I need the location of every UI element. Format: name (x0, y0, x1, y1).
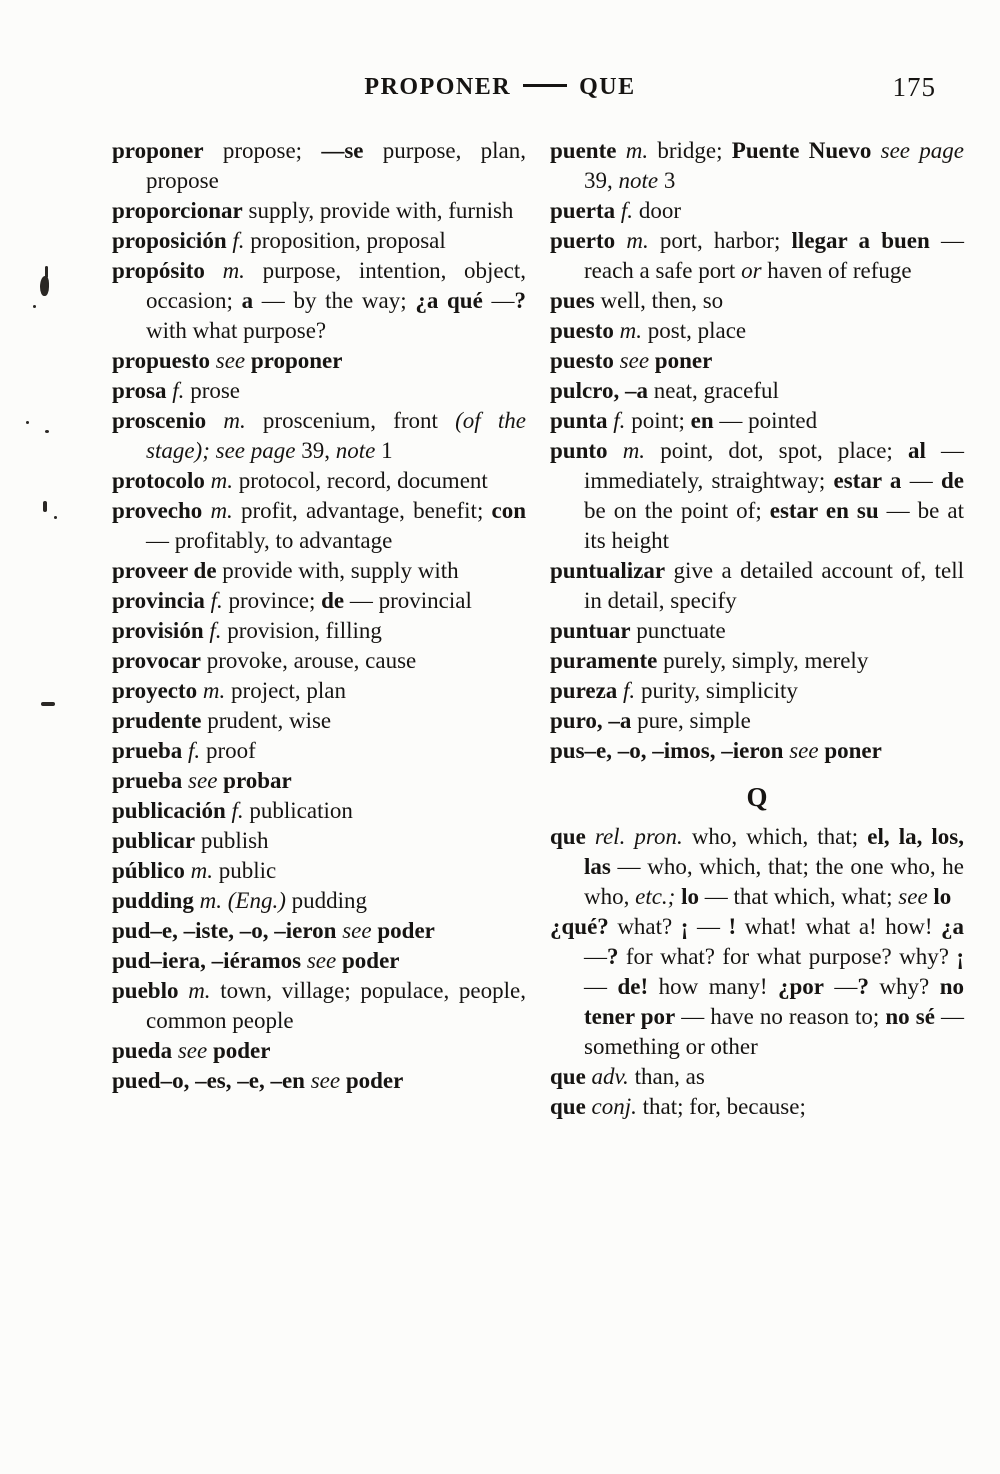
dictionary-entry (112, 556, 526, 586)
scan-artifact (54, 516, 57, 519)
entry-text-run: profit, advantage, benefit; (232, 498, 492, 523)
dictionary-entry (112, 886, 526, 916)
entry-text-run: — immediately, straightway; (584, 438, 965, 493)
entry-text-run: ! (728, 914, 737, 939)
entry-text-run: m. (204, 258, 245, 283)
entry-text-run: town, village; populace, people, common people (146, 978, 526, 1033)
entry-text-run: m. (193, 888, 222, 913)
entry-text-run: public (213, 858, 277, 883)
entry-text-run: provoke, arouse, cause (201, 648, 417, 673)
dictionary-entry (112, 676, 526, 706)
entry-text-run: proscenio (112, 408, 207, 433)
entry-text-run: provecho (112, 498, 203, 523)
entry-text-run: m. (202, 498, 233, 523)
entry-text-run: — have no reason to; (675, 1004, 886, 1029)
scan-artifact (40, 276, 49, 296)
entry-text-run: f. (226, 228, 245, 253)
entry-text-run: poner (818, 738, 882, 763)
scan-artifact (45, 430, 49, 433)
entry-text-run: f. (203, 618, 222, 643)
entry-text-run: puerto (550, 228, 616, 253)
entry-text-run: prudente (112, 708, 202, 733)
entry-text-run: that; for, because; (636, 1094, 806, 1119)
entry-text-run: prose (184, 378, 241, 403)
entry-text-run: purpose, intention, object, occasion; (146, 258, 526, 313)
entry-text-run: puesto (550, 348, 614, 373)
entry-text-run: llegar a buen (791, 228, 930, 253)
entry-text-run: proscenium, front (245, 408, 456, 433)
dictionary-entry (550, 286, 964, 316)
entry-text-run: propose; (203, 138, 322, 163)
entry-text-run: pued–o, –es, –e, –en (112, 1068, 305, 1093)
entry-text-run: de (941, 468, 965, 493)
entry-text-run: see (336, 918, 372, 943)
entry-text-run: ¡ (956, 944, 964, 969)
entry-text-run: puramente (550, 648, 658, 673)
entry-text-run: see (613, 348, 650, 373)
entry-text-run: que (550, 1064, 586, 1089)
dictionary-entry (112, 976, 526, 1036)
entry-text-run: probar (217, 768, 292, 793)
entry-text-run: estar a (833, 468, 902, 493)
entry-text-run: de! (617, 974, 649, 999)
scan-artifact (33, 305, 36, 308)
entry-text-run: how many! (648, 974, 778, 999)
entry-text-run: poder (371, 918, 435, 943)
entry-text-run: see (301, 948, 337, 973)
dictionary-columns (0, 136, 1000, 1122)
entry-text-run: al (907, 438, 926, 463)
dictionary-entry (112, 256, 526, 346)
entry-text-run: punto (550, 438, 608, 463)
dictionary-entry (112, 496, 526, 556)
header-dash (523, 84, 567, 87)
entry-text-run: provision, filling (221, 618, 382, 643)
entry-text-run: prueba (112, 738, 183, 763)
dictionary-entry (112, 796, 526, 826)
entry-text-run: pueblo (112, 978, 179, 1003)
entry-text-run: f. (204, 588, 223, 613)
dictionary-entry (112, 136, 526, 196)
entry-text-run: ? (857, 974, 869, 999)
entry-text-run: puesto (550, 318, 614, 343)
entry-text-run: publication (243, 798, 353, 823)
right-column (550, 136, 964, 1122)
page-number: 175 (892, 72, 936, 102)
entry-text-run: — (688, 914, 729, 939)
entry-text-run: — (823, 974, 858, 999)
entry-text-run: supply, provide with, furnish (242, 198, 514, 223)
entry-text-run: ¿a qué (415, 288, 483, 313)
entry-text-run: proyecto (112, 678, 198, 703)
entry-text-run: etc.; (635, 884, 676, 909)
entry-text-run: puntualizar (550, 558, 666, 583)
dictionary-entry (550, 136, 964, 196)
dictionary-entry (112, 736, 526, 766)
entry-text-run: — (482, 288, 515, 313)
entry-text-run: pueda (112, 1038, 173, 1063)
dictionary-entry (112, 856, 526, 886)
entry-text-run: note (335, 438, 376, 463)
entry-text-run: be on the point of; (584, 498, 770, 523)
entry-text-run: m. (607, 438, 646, 463)
dictionary-entry (550, 822, 964, 912)
entry-text-run: door (633, 198, 681, 223)
entry-text-run: punta (550, 408, 608, 433)
entry-text-run: ¡ (680, 914, 689, 939)
entry-text-run: purity, simplicity (635, 678, 798, 703)
entry-text-run: proponer (112, 138, 204, 163)
entry-text-run: proof (200, 738, 256, 763)
section-heading-q: Q (746, 782, 768, 812)
dictionary-entry (112, 616, 526, 646)
entry-text-run: provincia (112, 588, 205, 613)
entry-text-run: — pointed (713, 408, 818, 433)
entry-text-run: m. (178, 978, 211, 1003)
entry-text-run: what? (608, 914, 681, 939)
dictionary-entry (112, 766, 526, 796)
entry-text-run: bridge; (648, 138, 732, 163)
entry-text-run: m. (615, 228, 649, 253)
dictionary-entry (550, 616, 964, 646)
entry-text-run: 39, (295, 438, 336, 463)
entry-text-run: provisión (112, 618, 204, 643)
entry-text-run: f. (615, 198, 634, 223)
entry-text-run: no tener por (584, 974, 965, 1029)
entry-text-run: puente (550, 138, 617, 163)
dictionary-entry (112, 466, 526, 496)
entry-text-run: m. (204, 468, 233, 493)
running-head (364, 74, 635, 100)
entry-text-run: estar en su (769, 498, 879, 523)
entry-text-run: neat, graceful (647, 378, 779, 403)
scan-artifact (26, 421, 29, 424)
dictionary-entry (550, 736, 964, 766)
entry-text-run: — reach a safe port (584, 228, 965, 283)
entry-text-run: ¿a (941, 914, 965, 939)
scan-artifact (41, 702, 55, 706)
entry-text-run: what! what a! how! (736, 914, 942, 939)
dictionary-entry (550, 676, 964, 706)
entry-text-run: publicación (112, 798, 226, 823)
dictionary-entry (550, 196, 964, 226)
entry-text-run: provide with, supply with (216, 558, 459, 583)
entry-text-run: pureza (550, 678, 618, 703)
dictionary-entry (112, 586, 526, 616)
dictionary-entry (112, 646, 526, 676)
entry-text-run: puerta (550, 198, 616, 223)
entry-text-run: rel. pron. (585, 824, 683, 849)
entry-text-run: — by the way; (253, 288, 416, 313)
entry-text-run: — profitably, to advantage (146, 528, 393, 553)
entry-text-run: — provincial (344, 588, 472, 613)
entry-text-run: pulcro, –a (550, 378, 648, 403)
entry-text-run: — (584, 944, 607, 969)
entry-text-run: ? (607, 944, 619, 969)
scan-artifact (45, 266, 48, 278)
entry-text-run: purely, simply, merely (657, 648, 869, 673)
dictionary-entry (112, 226, 526, 256)
entry-text-run: see (172, 1038, 208, 1063)
entry-text-run: haven of refuge (761, 258, 912, 283)
entry-text-run: público (112, 858, 185, 883)
entry-text-run: pus–e, –o, –imos, –ieron (550, 738, 784, 763)
entry-text-run: que (550, 1094, 586, 1119)
entry-text-run: for what? for what purpose? why? (618, 944, 957, 969)
entry-text-run: give a detailed account of, tell in detail, specify (584, 558, 964, 613)
entry-text-run: see (182, 768, 218, 793)
entry-text-run: de (321, 588, 345, 613)
dictionary-entry (550, 226, 964, 286)
entry-text-run: publish (195, 828, 269, 853)
entry-text-run: conj. (585, 1094, 637, 1119)
entry-text-run: point; (625, 408, 691, 433)
entry-text-run: prueba (112, 768, 183, 793)
entry-text-run: proposición (112, 228, 227, 253)
entry-text-run: poder (207, 1038, 271, 1063)
entry-text-run: — that which, what; (698, 884, 899, 909)
running-head-right-word: QUE (579, 74, 636, 100)
entry-text-run: m. (616, 138, 649, 163)
entry-text-run: — be at its height (584, 498, 965, 553)
entry-text-run: pud–e, –iste, –o, –ieron (112, 918, 337, 943)
entry-text-run: pues (550, 288, 595, 313)
entry-text-run: with what purpose? (146, 318, 327, 343)
entry-text-run: no sé (885, 1004, 935, 1029)
entry-text-run: lo (681, 884, 699, 909)
entry-text-run: — (584, 974, 618, 999)
entry-text-run: or (741, 258, 762, 283)
entry-text-run: a (241, 288, 254, 313)
dictionary-entry (112, 346, 526, 376)
entry-text-run: than, as (628, 1064, 705, 1089)
dictionary-entry (550, 316, 964, 346)
entry-text-run: proponer (245, 348, 343, 373)
entry-text-run: proveer de (112, 558, 217, 583)
entry-text-run: post, place (642, 318, 747, 343)
entry-text-run: publicar (112, 828, 196, 853)
entry-text-run: prosa (112, 378, 167, 403)
entry-text-run: port, harbor; (648, 228, 792, 253)
entry-text-run: poner (649, 348, 713, 373)
entry-text-run: protocolo (112, 468, 205, 493)
entry-text-run: pud–iera, –iéramos (112, 948, 302, 973)
dictionary-entry (112, 916, 526, 946)
entry-text-run: see page (871, 138, 964, 163)
entry-text-run: why? (868, 974, 940, 999)
entry-text-run: project, plan (225, 678, 347, 703)
dictionary-entry (112, 406, 526, 466)
entry-text-run: (of the stage); see page (146, 408, 526, 463)
entry-text-run: ? (514, 288, 527, 313)
dictionary-entry (550, 406, 964, 436)
entry-text-run: puro, –a (550, 708, 632, 733)
entry-text-run: punctuate (630, 618, 726, 643)
entry-text-run: — who, which, that; the one who, he who, (584, 854, 964, 909)
dictionary-entry (550, 912, 964, 1062)
entry-text-run: m. (184, 858, 213, 883)
entry-text-run: poder (340, 1068, 404, 1093)
left-column (112, 136, 526, 1122)
entry-text-run: point, dot, spot, place; (645, 438, 908, 463)
entry-text-run: 1 (375, 438, 393, 463)
entry-text-run: who, which, that; (682, 824, 868, 849)
entry-text-run: m. (613, 318, 643, 343)
dictionary-entry (550, 706, 964, 736)
dictionary-entry (550, 436, 964, 556)
entry-text-run: puntuar (550, 618, 631, 643)
entry-text-run: — (901, 468, 942, 493)
entry-text-run: prudent, wise (201, 708, 332, 733)
entry-text-run: note (618, 168, 659, 193)
entry-text-run: proposition, proposal (244, 228, 446, 253)
entry-text-run: f. (225, 798, 244, 823)
entry-text-run: pudding (112, 888, 194, 913)
page-header (0, 0, 1000, 104)
entry-text-run: purpose, plan, propose (146, 138, 526, 193)
entry-text-run: propuesto (112, 348, 210, 373)
dictionary-entry (550, 1092, 964, 1122)
scan-artifact (43, 501, 47, 512)
entry-text-run: — something or other (584, 1004, 964, 1059)
entry-text-run: protocol, record, document (232, 468, 488, 493)
entry-text-run: provocar (112, 648, 202, 673)
entry-text-run: see (210, 348, 246, 373)
entry-text-run: f. (166, 378, 185, 403)
dictionary-entry (550, 1062, 964, 1092)
dictionary-entry (112, 376, 526, 406)
entry-text-run: (Eng.) (227, 888, 286, 913)
entry-text-run: el, la, los, las (584, 824, 964, 879)
dictionary-entry (550, 376, 964, 406)
entry-text-run: adv. (585, 1064, 629, 1089)
entry-text-run: 39, (584, 168, 619, 193)
dictionary-entry (112, 1066, 526, 1096)
dictionary-entry (550, 556, 964, 616)
running-head-left-word: PROPONER (364, 74, 512, 100)
entry-text-run: —se (321, 138, 364, 163)
entry-text-run: proporcionar (112, 198, 243, 223)
dictionary-entry (112, 196, 526, 226)
entry-text-run: f. (607, 408, 626, 433)
entry-text-run: poder (336, 948, 400, 973)
entry-text-run: province; (222, 588, 322, 613)
dictionary-entry (550, 346, 964, 376)
dictionary-entry (112, 1036, 526, 1066)
entry-text-run: f. (182, 738, 201, 763)
entry-text-run: propósito (112, 258, 205, 283)
entry-text-run: well, then, so (594, 288, 724, 313)
entry-text-run: pure, simple (631, 708, 751, 733)
entry-text-run: que (550, 824, 586, 849)
dictionary-entry (550, 646, 964, 676)
entry-text-run: see (304, 1068, 341, 1093)
entry-text-run: ¿qué? (550, 914, 609, 939)
entry-text-run: Puente Nuevo (731, 138, 872, 163)
dictionary-entry (112, 706, 526, 736)
entry-text-run: en (690, 408, 714, 433)
entry-text-run: lo (927, 884, 952, 909)
entry-text-run: 3 (658, 168, 676, 193)
entry-text-run: see (898, 884, 928, 909)
entry-text-run: con (491, 498, 526, 523)
entry-text-run: pudding (285, 888, 367, 913)
entry-text-run: ¿por (777, 974, 824, 999)
dictionary-entry (112, 826, 526, 856)
dictionary-entry (112, 946, 526, 976)
entry-text-run: m. (197, 678, 226, 703)
entry-text-run: see (783, 738, 819, 763)
entry-text-run: m. (206, 408, 246, 433)
entry-text-run: f. (617, 678, 636, 703)
